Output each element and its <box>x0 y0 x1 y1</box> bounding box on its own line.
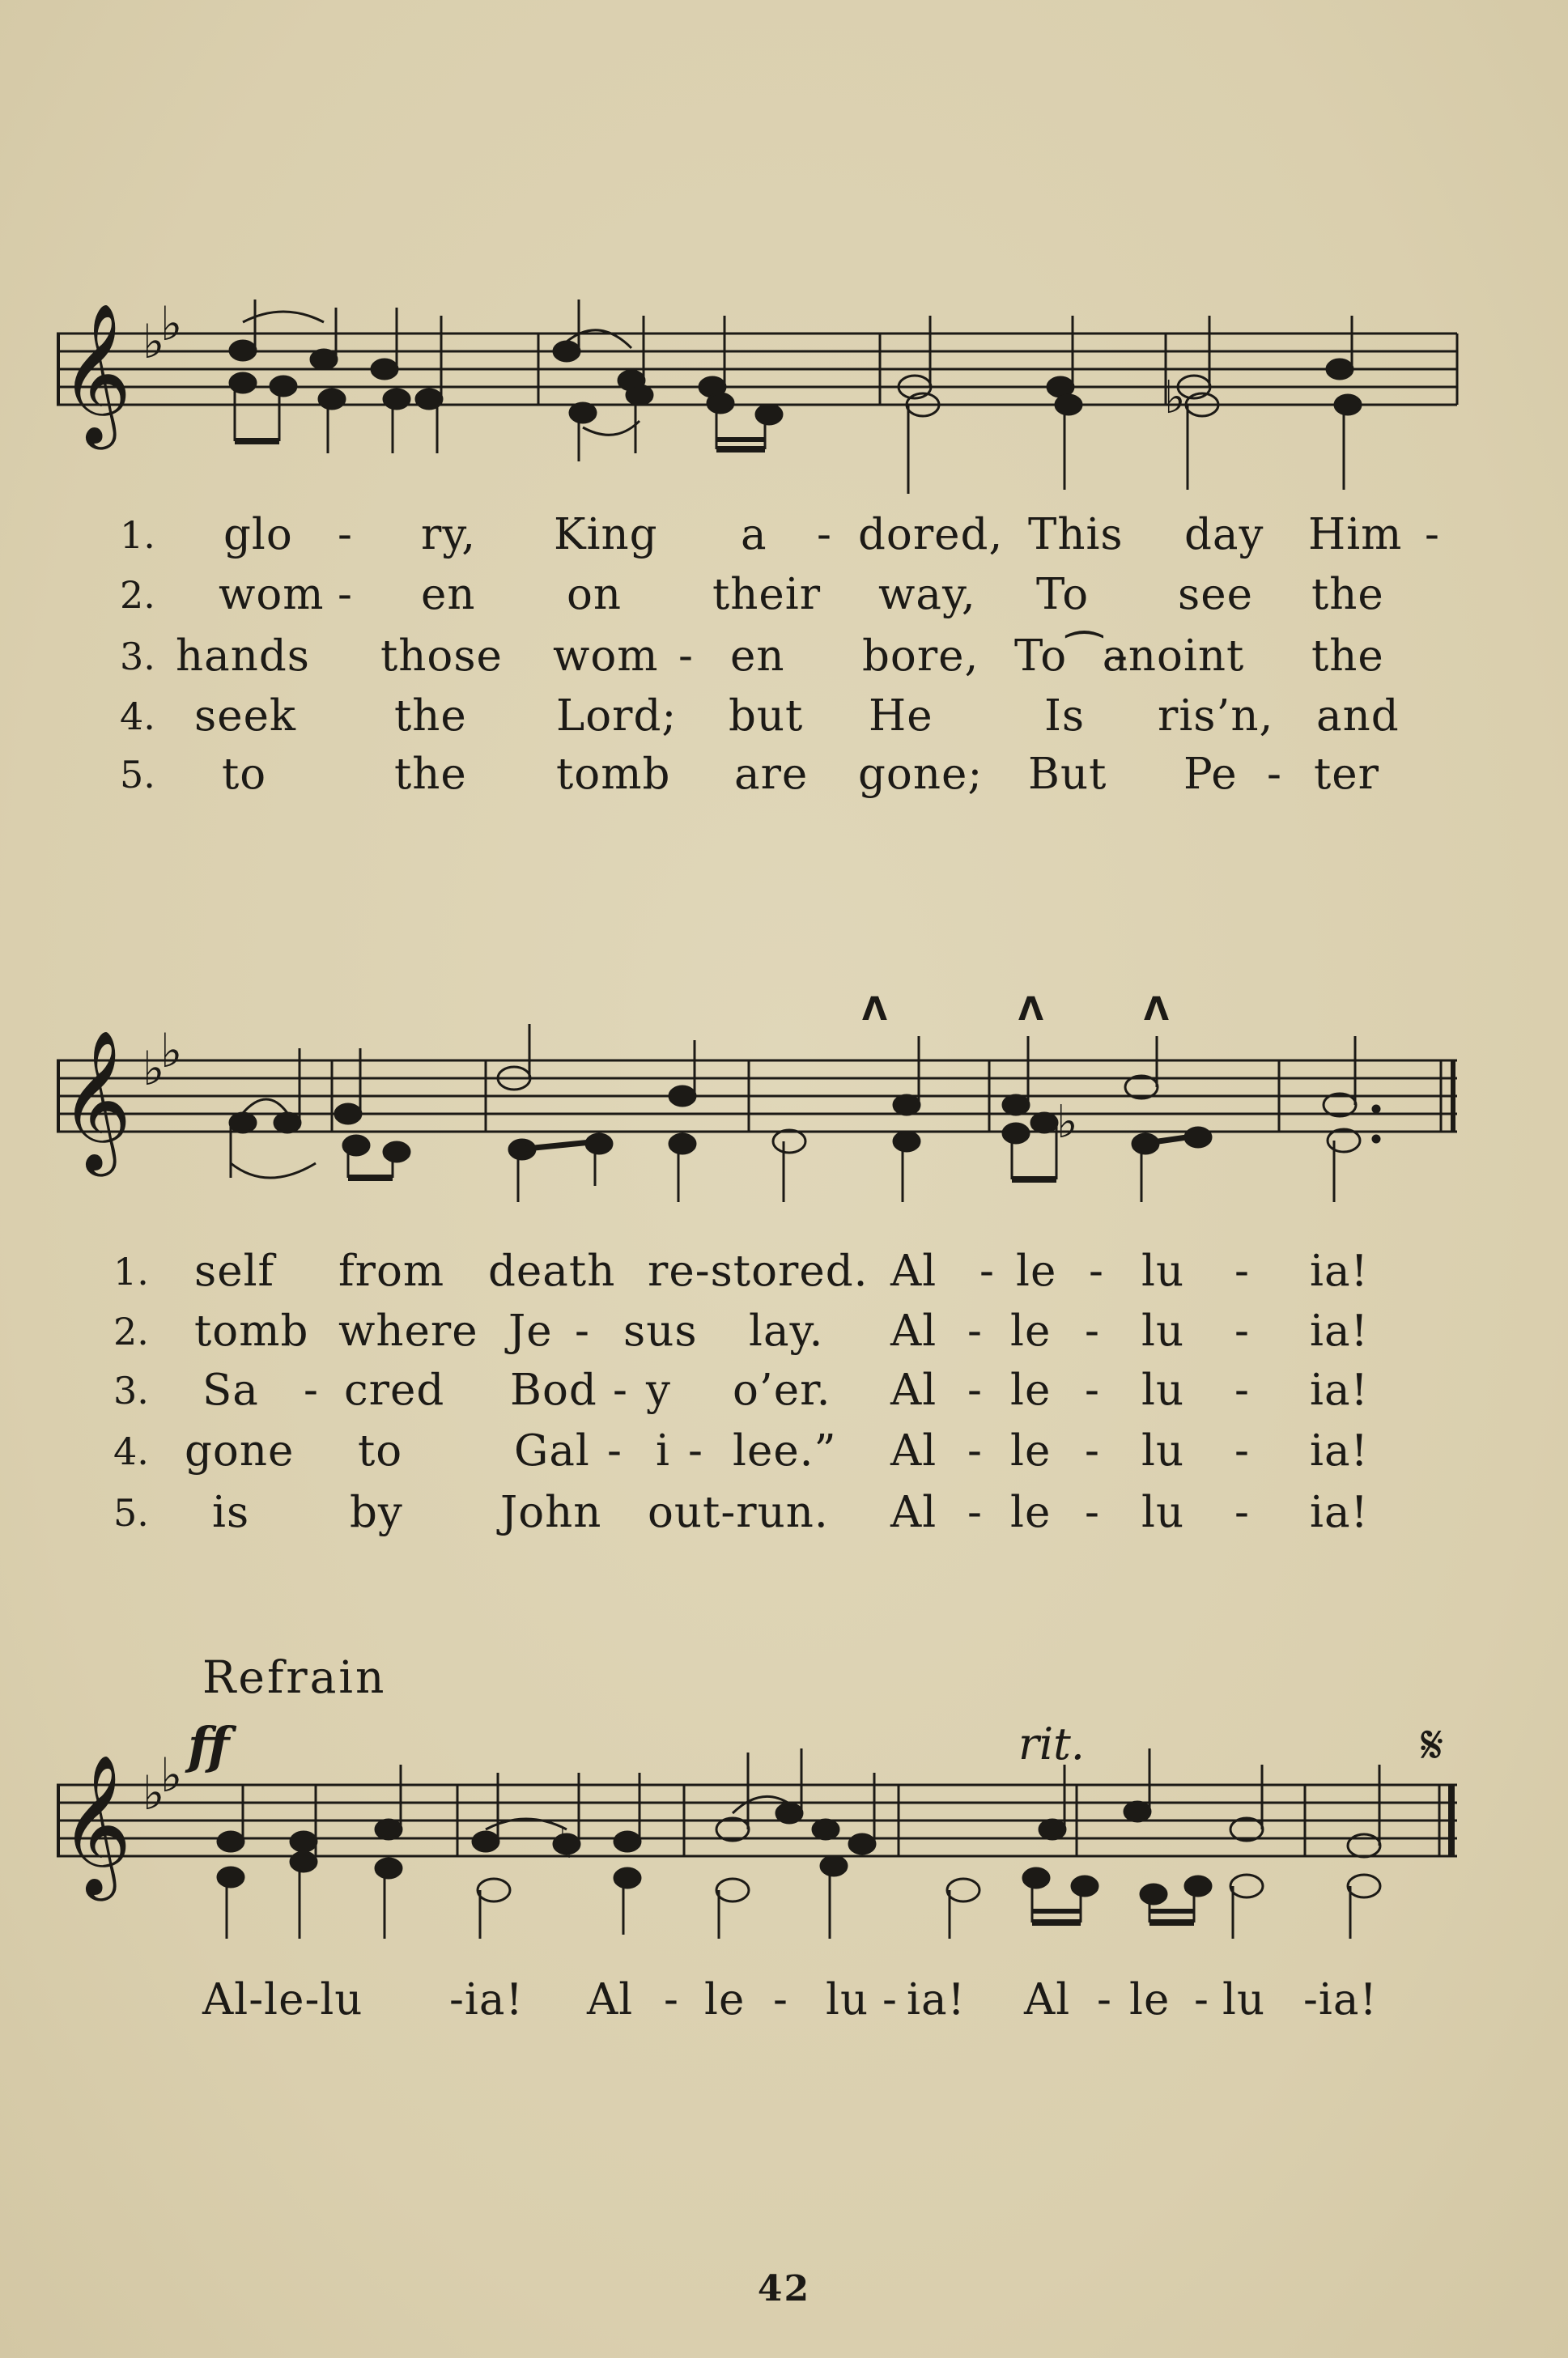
verse-1-line-2: 1. self from death re-stored. Al - le - lu - ia! <box>113 1247 1369 1296</box>
fortissimo-mark: ff <box>188 1716 230 1775</box>
svg-text:♭: ♭ <box>160 296 183 351</box>
svg-text:♭: ♭ <box>142 1041 165 1096</box>
svg-text:Λ: Λ <box>1018 991 1043 1028</box>
verse-5-line-1: 5. to the tomb are gone; But Pe - ter <box>120 750 1379 799</box>
staff-system-2 <box>0 992 1568 1234</box>
page-number: 42 <box>757 2268 811 2309</box>
verse-2-line-1: 2. wom - en on their way, To see the <box>120 570 1384 619</box>
staff-refrain <box>0 1708 1568 1951</box>
verse-5-line-2: 5. is by John out-run. Al - le - lu - ia! <box>113 1488 1369 1537</box>
refrain-label: Refrain <box>202 1651 387 1703</box>
svg-text:♭: ♭ <box>160 1023 183 1078</box>
svg-text:𝄞: 𝄞 <box>60 1030 132 1171</box>
svg-text:♭: ♭ <box>1164 372 1186 424</box>
verse-4-line-2: 4. gone to Gal - i - lee.” Al - le - lu - ia! <box>113 1426 1369 1476</box>
svg-text:𝄞: 𝄞 <box>60 1754 132 1895</box>
svg-text:♭: ♭ <box>1056 1096 1078 1149</box>
verse-4-line-1: 4. seek the Lord; but He Is ris’n, and <box>120 691 1400 741</box>
accent-icon: Λ <box>862 991 887 1028</box>
refrain-lyrics: Al-le-lu -ia! Al - le - lu - ia! Al - le - lu -ia! <box>202 1975 1378 2024</box>
verse-3-line-2: 3. Sa - cred Bod - y o’er. Al - le - lu - ia! <box>113 1366 1369 1415</box>
svg-text:♮: ♮ <box>559 1821 573 1867</box>
treble-clef-icon: 𝄞 <box>60 303 132 444</box>
verse-1-line-1: 1. glo - ry, King a - dored, This day Him - <box>120 510 1440 559</box>
staff-system-1 <box>0 267 1568 494</box>
verse-3-line-1: 3. hands those wom - en bore, To⁀a -noint the <box>120 631 1384 681</box>
svg-text:♭: ♭ <box>160 1748 183 1803</box>
svg-text:♭: ♭ <box>142 1765 165 1821</box>
flat-icon: ♭ <box>142 314 165 369</box>
segno-icon: 𝄋 <box>1421 1714 1444 1776</box>
verse-2-line-2: 2. tomb where Je - sus lay. Al - le - lu - ia! <box>113 1306 1369 1356</box>
ritardando-mark: rit. <box>1018 1719 1085 1770</box>
svg-text:Λ: Λ <box>1144 991 1169 1028</box>
